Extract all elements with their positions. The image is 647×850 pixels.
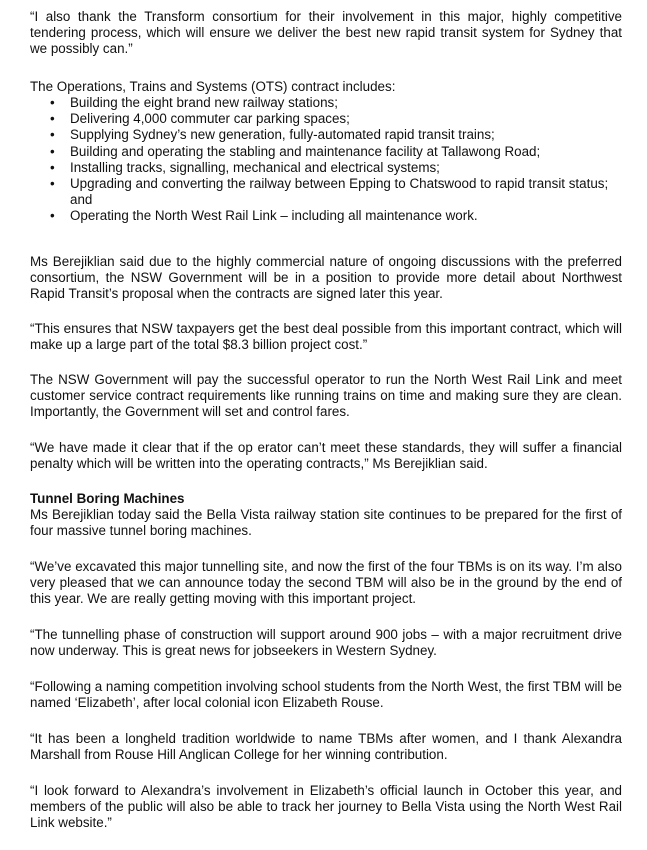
paragraph-ots-intro: The Operations, Trains and Systems (OTS) contract includes: (30, 79, 396, 94)
paragraph-longheld-tradition: “It has been a longheld tradition worldwide to name TBMs after women, and I thank Alexandra Marshall from Rouse Hill Anglican College for her winning contribution. (30, 731, 622, 763)
list-item-text: Delivering 4,000 commuter car parking spaces; (70, 111, 350, 127)
paragraph-operator-payment: The NSW Government will pay the successful operator to run the North West Rail Link and meet customer service contract requirements like running trains on time and making sure they are clean. Importantly, the Government will set and control fares. (30, 372, 622, 420)
paragraph-naming-competition: “Following a naming competition involving school students from the North West, the first TBM will be named ‘Elizabeth’, after local colonial icon Elizabeth Rouse. (30, 679, 622, 711)
bullet-icon: • (50, 143, 55, 159)
paragraph-best-deal: “This ensures that NSW taxpayers get the best deal possible from this important contract, which will make up a large part of the total $8.3 billion project cost.” (30, 321, 622, 353)
paragraph-financial-penalty: “We have made it clear that if the op erator can’t meet these standards, they will suffer a financial penalty which will be written into the operating contracts,” Ms Berejiklian said. (30, 440, 622, 472)
list-item (30, 127, 622, 143)
list-item-text: Building and operating the stabling and maintenance facility at Tallawong Road; (70, 143, 541, 159)
bullet-icon: • (50, 159, 55, 175)
list-item (30, 176, 622, 208)
list-item (30, 144, 622, 160)
list-item-text: Installing tracks, signalling, mechanical and electrical systems; (70, 159, 440, 175)
list-item (30, 208, 622, 224)
list-item (30, 160, 622, 176)
list-item (30, 95, 622, 111)
bullet-icon: • (50, 95, 55, 110)
list-item-text: Supplying Sydney’s new generation, fully-automated rapid transit trains; (70, 127, 495, 143)
list-item-text: Building the eight brand new railway stations; (70, 95, 338, 110)
paragraph-excavated-site: “We’ve excavated this major tunnelling site, and now the first of the four TBMs is on its way. I’m also very pleased that we can announce today the second TBM will also be in the ground by the end of this year. We are really getting moving with this important project. (30, 559, 622, 607)
list-item (30, 111, 622, 127)
paragraph-official-launch: “I look forward to Alexandra’s involvement in Elizabeth’s official launch in October this year, and members of the public will also be able to track her journey to Bella Vista using the North West Rail Link website.” (30, 783, 622, 831)
bullet-icon: • (50, 176, 55, 192)
list-item-text: Upgrading and converting the railway between Epping to Chatswood to rapid transit status; and (70, 176, 609, 208)
list-item-text: Operating the North West Rail Link – including all maintenance work. (70, 208, 478, 224)
bullet-icon: • (50, 111, 55, 127)
section-heading-tbm: Tunnel Boring Machines (30, 491, 185, 506)
paragraph-transform-thanks: “I also thank the Transform consortium for their involvement in this major, highly competitive tendering process, which will ensure we deliver the best new rapid transit system for Sydney that we possibly can.” (30, 9, 622, 57)
paragraph-tunnelling-jobs: “The tunnelling phase of construction will support around 900 jobs – with a major recruitment drive now underway. This is great news for jobseekers in Western Sydney. (30, 627, 622, 659)
paragraph-bella-vista: Ms Berejiklian today said the Bella Vista railway station site continues to be prepared for the first of four massive tunnel boring machines. (30, 507, 622, 539)
ots-contract-list (30, 95, 622, 225)
bullet-icon: • (50, 208, 55, 224)
paragraph-commercial-nature: Ms Berejiklian said due to the highly commercial nature of ongoing discussions with the preferred consortium, the NSW Government will be in a position to provide more detail about Northwest Rapid Transit’s proposal when the contracts are signed later this year. (30, 254, 622, 302)
bullet-icon: • (50, 127, 55, 143)
